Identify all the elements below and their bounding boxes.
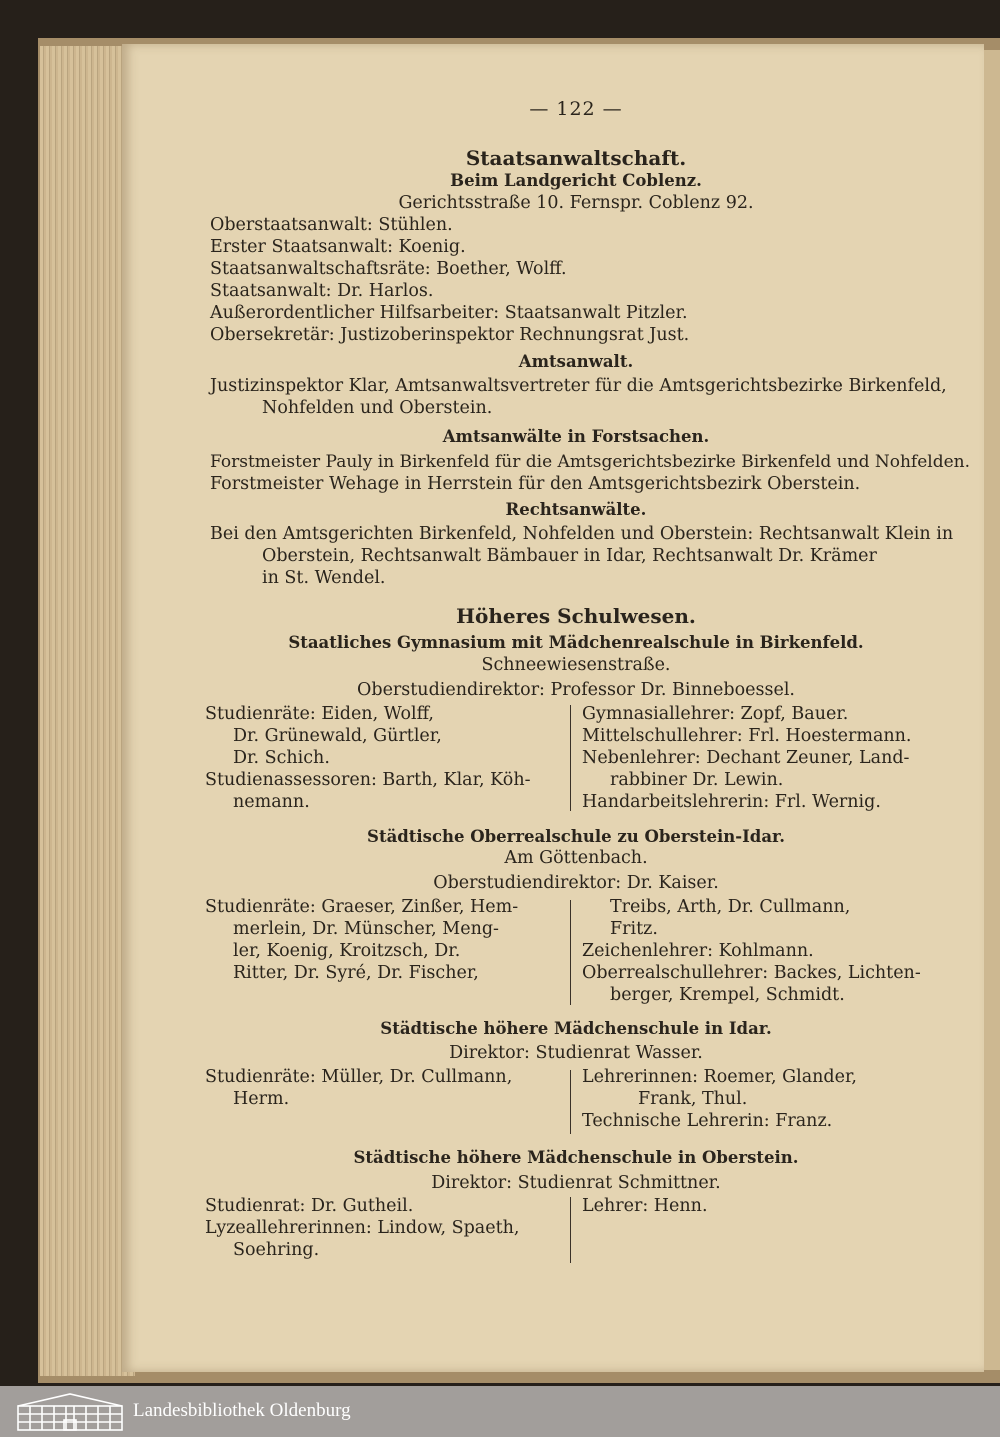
column-divider (570, 705, 571, 811)
right-column-line: Zeichenlehrer: Kohlmann. (582, 941, 814, 961)
footer-library-name: Landesbibliothek Oldenburg (133, 1400, 351, 1421)
school-address: Schneewiesenstraße. (481, 655, 671, 675)
school-director: Direktor: Studienrat Wasser. (449, 1043, 703, 1063)
school-director: Oberstudiendirektor: Dr. Kaiser. (433, 873, 719, 893)
right-column-line: Lehrer: Henn. (582, 1196, 708, 1216)
school-title-oberrealschule: Städtische Oberrealschule zu Oberstein-Idar. (367, 827, 785, 846)
text-line: Staatsanwalt: Dr. Harlos. (210, 281, 434, 301)
right-column-line: Treibs, Arth, Dr. Cullmann, (610, 897, 851, 917)
left-column-line: Dr. Grünewald, Gürtler, (233, 726, 442, 746)
left-column-line: Soehring. (233, 1240, 320, 1260)
footer-bar (0, 1386, 1000, 1437)
right-column-line: Fritz. (610, 919, 658, 939)
right-column-line: Lehrerinnen: Roemer, Glander, (582, 1067, 857, 1087)
left-column-line: Studienräte: Müller, Dr. Cullmann, (205, 1067, 513, 1087)
school-title-maedchenschule-idar: Städtische höhere Mädchenschule in Idar. (380, 1019, 772, 1038)
section-title-forstsachen: Amtsanwälte in Forstsachen. (442, 427, 710, 446)
right-column-line: berger, Krempel, Schmidt. (610, 985, 845, 1005)
text-line: Forstmeister Wehage in Herrstein für den Amtsgerichtsbezirk Oberstein. (210, 474, 861, 494)
address-line: Gerichtsstraße 10. Fernspr. Coblenz 92. (398, 193, 754, 213)
text-line: Nohfelden und Oberstein. (262, 398, 493, 418)
text-line: in St. Wendel. (262, 568, 386, 588)
page-edges (40, 46, 135, 1376)
left-column-line: Studienräte: Graeser, Zinßer, Hem- (205, 897, 519, 917)
right-column-line: Handarbeitslehrerin: Frl. Wernig. (582, 792, 881, 812)
section-title-rechtsanwaelte: Rechtsanwälte. (505, 500, 647, 519)
left-column-line: Ritter, Dr. Syré, Dr. Fischer, (233, 963, 479, 983)
right-column-line: Frank, Thul. (638, 1089, 748, 1109)
school-director: Oberstudiendirektor: Professor Dr. Binneboessel. (357, 680, 795, 700)
school-address: Am Göttenbach. (504, 848, 648, 868)
text-line: Staatsanwaltschaftsräte: Boether, Wolff. (210, 259, 567, 279)
column-divider (570, 1197, 571, 1263)
text-line: Forstmeister Pauly in Birkenfeld für die Amtsgerichtsbezirke Birkenfeld und Nohfelden. (210, 452, 971, 472)
section-title-amtsanwalt: Amtsanwalt. (518, 352, 634, 371)
left-column-line: Dr. Schich. (233, 748, 330, 768)
section-title-schulwesen: Höheres Schulwesen. (456, 604, 696, 628)
left-column-line: Studienassessoren: Barth, Klar, Köh- (205, 770, 531, 790)
left-column-line: merlein, Dr. Münscher, Meng- (233, 919, 499, 939)
school-title-gymnasium: Staatliches Gymnasium mit Mädchenrealschule in Birkenfeld. (288, 633, 864, 652)
right-column-line: Technische Lehrerin: Franz. (582, 1111, 833, 1131)
page-number: — 122 — (529, 98, 623, 120)
text-line: Oberstein, Rechtsanwalt Bämbauer in Idar, Rechtsanwalt Dr. Krämer (262, 546, 877, 566)
column-divider (570, 1070, 571, 1134)
right-column-line: rabbiner Dr. Lewin. (610, 770, 784, 790)
right-column-line: Gymnasiallehrer: Zopf, Bauer. (582, 704, 849, 724)
text-line: Erster Staatsanwalt: Koenig. (210, 237, 466, 257)
text-line: Außerordentlicher Hilfsarbeiter: Staatsanwalt Pitzler. (210, 303, 688, 323)
library-building-icon (16, 1392, 124, 1432)
left-column-line: ler, Koenig, Kroitzsch, Dr. (233, 941, 461, 961)
left-column-line: Lyzeallehrerinnen: Lindow, Spaeth, (205, 1218, 520, 1238)
column-divider (570, 900, 571, 1005)
text-line: Obersekretär: Justizoberinspektor Rechnungsrat Just. (210, 325, 690, 345)
right-column-line: Nebenlehrer: Dechant Zeuner, Land- (582, 748, 910, 768)
left-column-line: Herm. (233, 1089, 290, 1109)
section-title-staatsanwaltschaft: Staatsanwaltschaft. (465, 146, 687, 170)
text-line: Oberstaatsanwalt: Stühlen. (210, 215, 453, 235)
section-subtitle-landgericht: Beim Landgericht Coblenz. (450, 171, 702, 190)
text-line: Justizinspektor Klar, Amtsanwaltsvertreter für die Amtsgerichtsbezirke Birkenfeld, (210, 376, 947, 396)
text-line: Bei den Amtsgerichten Birkenfeld, Nohfelden und Oberstein: Rechtsanwalt Klein in (210, 524, 954, 544)
school-title-maedchenschule-oberstein: Städtische höhere Mädchenschule in Oberstein. (353, 1148, 799, 1167)
left-column-line: Studienrat: Dr. Gutheil. (205, 1196, 414, 1216)
left-column-line: Studienräte: Eiden, Wolff, (205, 704, 434, 724)
right-column-line: Mittelschullehrer: Frl. Hoestermann. (582, 726, 912, 746)
right-column-line: Oberrealschullehrer: Backes, Lichten- (582, 963, 921, 983)
school-director: Direktor: Studienrat Schmittner. (431, 1173, 721, 1193)
left-column-line: nemann. (233, 792, 310, 812)
